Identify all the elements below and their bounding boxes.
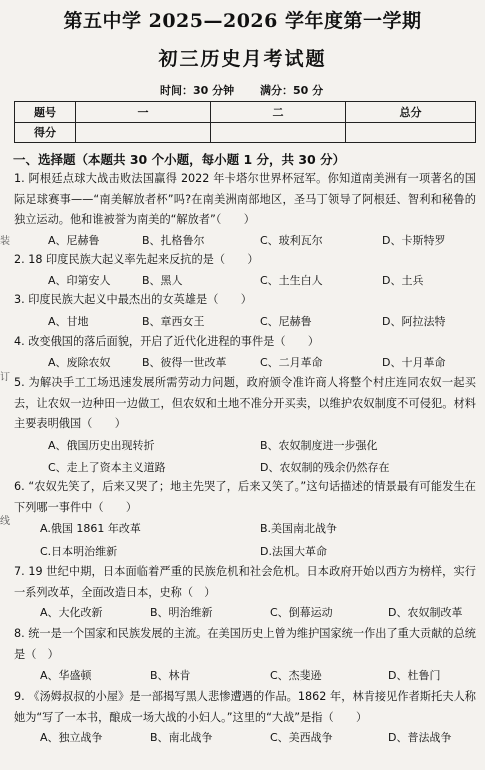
binding-margin-mark: 装 (0, 236, 10, 247)
option-d[interactable]: D、十月革命 (382, 356, 446, 369)
option-row (30, 729, 480, 749)
option-c[interactable]: C、倒幕运动 (270, 606, 333, 619)
option-d[interactable]: D.法国大革命 (260, 545, 327, 558)
option-row (30, 604, 480, 624)
option-row (30, 313, 480, 333)
score-table-header-row (15, 102, 476, 123)
option-b[interactable]: B、南北战争 (150, 731, 213, 744)
option-b[interactable]: B、章西女王 (142, 315, 205, 328)
option-a[interactable]: A、甘地 (48, 315, 89, 328)
option-a[interactable]: A、大化改新 (40, 606, 103, 619)
option-b[interactable]: B、农奴制度进一步强化 (260, 439, 378, 452)
option-c[interactable]: C、美西战争 (270, 731, 333, 744)
exam-time: 时间：30 分钟 (160, 84, 235, 97)
option-c[interactable]: C、土生白人 (260, 274, 323, 287)
option-a[interactable]: A.俄国 1861 年改革 (40, 522, 141, 535)
option-b[interactable]: B.美国南北战争 (260, 522, 338, 535)
question-text: 7. 19 世纪中期，日本面临着严重的民族危机和社会危机。日本政府开始以西方为榜样，实行一系列改革，全面改造日本，史称（ ） (14, 565, 476, 599)
score-table-score-row (15, 122, 476, 143)
score-input-cell[interactable] (211, 122, 346, 143)
question-text: 5. 为解决手工工场迅速发展所需劳动力问题，政府颁令准许商人将整个村庄连同农奴一起买去，让农奴一边种田一边做工，但农奴和土地不准分开买卖，以维护农奴制度不可侵犯。材料主要表明俄国（ ） (14, 376, 476, 430)
exam-full-marks: 满分：50 分 (259, 84, 324, 97)
binding-margin-mark: 线 (0, 516, 10, 527)
option-c[interactable]: C.日本明治维新 (40, 545, 118, 558)
option-b[interactable]: B、彼得一世改革 (142, 356, 227, 369)
option-d[interactable]: D、杜鲁门 (388, 669, 441, 682)
score-cell: 总分 (346, 102, 476, 123)
option-d[interactable]: D、农奴制的残余仍然存在 (260, 461, 390, 474)
option-row (30, 543, 480, 563)
option-d[interactable]: D、土兵 (382, 274, 424, 287)
option-c[interactable]: C、走上了资本主义道路 (48, 461, 166, 474)
question-text: 1. 阿根廷点球大战击败法国赢得 2022 年卡塔尔世界杯冠军。你知道南美洲有一项著名的国际足球赛事——“南美解放者杯”吗?在南美洲南部地区，圣马丁领导了阿根廷、智利和秘鲁的独立运动。他和谁被誉为南美的“解放者”（ ） (14, 172, 476, 226)
question-text: 3. 印度民族大起义中最杰出的女英雄是（ ） (14, 293, 252, 306)
option-d[interactable]: D、卡斯特罗 (382, 234, 446, 247)
option-c[interactable]: C、尼赫鲁 (260, 315, 312, 328)
score-input-cell[interactable] (76, 122, 211, 143)
option-a[interactable]: A、独立战争 (40, 731, 103, 744)
option-a[interactable]: A、尼赫鲁 (48, 234, 100, 247)
option-row (30, 520, 480, 540)
option-c[interactable]: C、杰斐逊 (270, 669, 322, 682)
binding-margin-mark: 订 (0, 372, 10, 383)
option-d[interactable]: D、农奴制改革 (388, 606, 463, 619)
option-b[interactable]: B、林肯 (150, 669, 191, 682)
option-d[interactable]: D、阿拉法特 (382, 315, 446, 328)
option-row (30, 232, 480, 252)
question-text: 4. 改变俄国的落后面貌，开启了近代化进程的事件是（ ） (14, 335, 320, 348)
option-a[interactable]: A、废除农奴 (48, 356, 111, 369)
option-b[interactable]: B、明治维新 (150, 606, 213, 619)
score-cell: 得分 (15, 122, 76, 143)
score-cell: 题号 (15, 102, 76, 123)
score-table (14, 101, 476, 143)
option-row (30, 437, 480, 457)
score-cell: 一 (76, 102, 211, 123)
question-text: 2. 18 印度民族大起义率先起来反抗的是（ ） (14, 253, 259, 266)
option-d[interactable]: D、普法战争 (388, 731, 452, 744)
option-c[interactable]: C、二月革命 (260, 356, 323, 369)
option-b[interactable]: B、扎格鲁尔 (142, 234, 205, 247)
exam-info (160, 82, 345, 98)
score-input-cell[interactable] (346, 122, 476, 143)
section-title: 一、选择题（本题共 30 个小题，每小题 1 分，共 30 分） (13, 152, 346, 167)
option-row (30, 459, 480, 479)
question-text: 6. “农奴先笑了，后来又哭了；地主先哭了，后来又笑了。”这句话描述的情景最有可能发生在下列哪一事件中（ ） (14, 480, 476, 514)
option-row (30, 667, 480, 687)
option-a[interactable]: A、俄国历史出现转折 (48, 439, 155, 452)
option-row (30, 272, 480, 292)
question-text: 9. 《汤姆叔叔的小屋》是一部揭写黑人悲惨遭遇的作品。1862 年，林肯接见作者斯托夫人称她为“写了一本书，酿成一场大战的小妇人。”这里的“大战”是指（ ） (14, 690, 476, 724)
option-a[interactable]: A、华盛顿 (40, 669, 92, 682)
exam-title-line1: 第五中学 2025—2026 学年度第一学期 (63, 10, 422, 32)
option-c[interactable]: C、玻利瓦尔 (260, 234, 323, 247)
question-text: 8. 统一是一个国家和民族发展的主流。在美国历史上曾为维护国家统一作出了重大贡献的总统是（ ） (14, 627, 476, 661)
score-cell: 二 (211, 102, 346, 123)
exam-title-line2: 初三历史月考试题 (158, 48, 327, 70)
option-b[interactable]: B、黑人 (142, 274, 183, 287)
option-a[interactable]: A、印第安人 (48, 274, 111, 287)
option-row (30, 354, 480, 374)
